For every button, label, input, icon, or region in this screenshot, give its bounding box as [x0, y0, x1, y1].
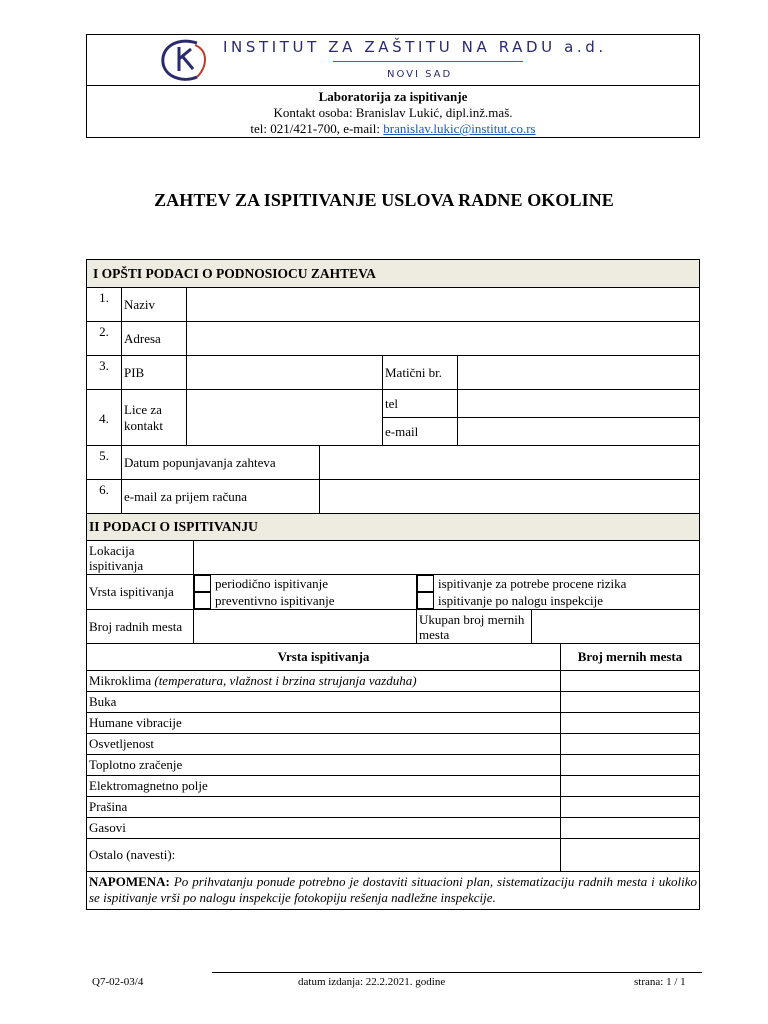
broj-radnih-label: Broj radnih mesta: [87, 610, 194, 644]
pib-label: PIB: [122, 356, 187, 390]
datum-label: Datum popunjavanja zahteva: [122, 446, 320, 480]
test-name: Prašina: [87, 797, 561, 818]
row-number: 2.: [87, 322, 122, 356]
test-count-field[interactable]: [561, 692, 700, 713]
section2-info-table: [86, 540, 700, 644]
ukupan-field[interactable]: [532, 610, 700, 644]
test-name: Humane vibracije: [87, 713, 561, 734]
col-broj-header: Broj mernih mesta: [561, 644, 700, 671]
footer-date: datum izdanja: 22.2.2021. godine: [298, 976, 446, 988]
logo-city: NOVI SAD: [387, 69, 453, 80]
maticni-label: Matični br.: [383, 356, 458, 390]
test-name: Elektromagnetno polje: [87, 776, 561, 797]
tel-label: tel: [383, 390, 458, 418]
row-number: 3.: [87, 356, 122, 390]
kontakt-email-field[interactable]: [458, 418, 700, 446]
adresa-label: Adresa: [122, 322, 187, 356]
table-row: [87, 776, 700, 797]
test-name: Mikroklima (temperatura, vlažnost i brzina strujanja vazduha): [87, 671, 561, 692]
ostalo-label: Ostalo (navesti):: [87, 839, 561, 872]
table-row: [87, 818, 700, 839]
row-number: 5.: [87, 446, 122, 480]
racun-email-field[interactable]: [320, 480, 700, 514]
contact-person: Kontakt osoba: Branislav Lukić, dipl.inž.maš.: [273, 105, 513, 120]
ukupan-label: Ukupan broj mernih mesta: [417, 610, 532, 644]
table-row: [87, 797, 700, 818]
row-number: 4.: [87, 390, 122, 446]
row-number: 6.: [87, 480, 122, 514]
row-number: 1.: [87, 288, 122, 322]
kontakt-label: Lice za kontakt: [122, 390, 187, 446]
tel-text: tel: 021/421-700, e-mail:: [250, 121, 384, 136]
test-name: Gasovi: [87, 818, 561, 839]
option-nalog-inspekcije: ispitivanje po nalogu inspekcije: [438, 592, 603, 608]
checkbox-preventivno[interactable]: [194, 592, 211, 609]
col-vrsta-header: Vrsta ispitivanja: [87, 644, 561, 671]
test-count-field[interactable]: [561, 797, 700, 818]
datum-field[interactable]: [320, 446, 700, 480]
test-name: Toplotno zračenje: [87, 755, 561, 776]
checkbox-nalog-inspekcije[interactable]: [417, 592, 434, 609]
ostalo-count-field[interactable]: [561, 839, 700, 872]
test-count-field[interactable]: [561, 671, 700, 692]
option-preventivno: preventivno ispitivanje: [215, 592, 335, 608]
section1-heading: I OPŠTI PODACI O PODNOSIOCU ZAHTEVA: [87, 260, 700, 288]
test-count-field[interactable]: [561, 755, 700, 776]
table-row: [87, 734, 700, 755]
tests-table: [86, 643, 700, 910]
broj-radnih-field[interactable]: [194, 610, 417, 644]
test-name: Osvetljenost: [87, 734, 561, 755]
option-procena-rizika: ispitivanje za potrebe procene rizika: [438, 575, 627, 591]
institute-logo-icon: [157, 37, 217, 83]
table-row: [87, 713, 700, 734]
racun-email-label: e-mail za prijem računa: [122, 480, 320, 514]
test-count-field[interactable]: [561, 734, 700, 755]
option-periodicno: periodično ispitivanje: [215, 575, 329, 591]
logo-text: INSTITUT ZA ZAŠTITU NA RADU a.d.: [223, 38, 607, 56]
test-count-field[interactable]: [561, 818, 700, 839]
footer-page: strana: 1 / 1: [634, 976, 686, 988]
naziv-label: Naziv: [122, 288, 187, 322]
test-count-field[interactable]: [561, 776, 700, 797]
checkbox-periodicno[interactable]: [194, 575, 211, 592]
logo-row: [87, 35, 699, 86]
naziv-field[interactable]: [187, 288, 700, 322]
email-link[interactable]: branislav.lukic@institut.co.rs: [383, 121, 536, 136]
contact-line: [87, 121, 699, 137]
lokacija-label: Lokacija ispitivanja: [87, 541, 194, 575]
footer-code: Q7-02-03/4: [92, 976, 144, 988]
lokacija-field[interactable]: [194, 541, 700, 575]
napomena: [87, 872, 700, 910]
kontakt-field[interactable]: [187, 390, 383, 446]
adresa-field[interactable]: [187, 322, 700, 356]
maticni-field[interactable]: [458, 356, 700, 390]
table-row: [87, 692, 700, 713]
document-title: ZAHTEV ZA ISPITIVANJE USLOVA RADNE OKOLINE: [154, 190, 614, 210]
napomena-text: Po prihvatanju ponude potrebno je dostaviti situacioni plan, sistematizaciju radnih mesta i ukoliko se ispitivanje vrši po nalogu inspekcije fotokopiju rešenja nadležne inspekcije.: [89, 874, 697, 905]
logo-divider: [333, 61, 523, 62]
header-box: [86, 34, 700, 138]
tel-field[interactable]: [458, 390, 700, 418]
section1-table: [86, 259, 700, 541]
vrsta-label: Vrsta ispitivanja: [87, 575, 194, 610]
pib-field[interactable]: [187, 356, 383, 390]
napomena-label: NAPOMENA:: [89, 874, 170, 889]
checkbox-procena-rizika[interactable]: [417, 575, 434, 592]
table-row: [87, 755, 700, 776]
test-count-field[interactable]: [561, 713, 700, 734]
kontakt-email-label: e-mail: [383, 418, 458, 446]
section2-heading: II PODACI O ISPITIVANJU: [87, 514, 700, 541]
test-name: Buka: [87, 692, 561, 713]
table-row: [87, 671, 700, 692]
footer-rule: [212, 972, 702, 973]
lab-title: Laboratorija za ispitivanje: [318, 89, 468, 104]
